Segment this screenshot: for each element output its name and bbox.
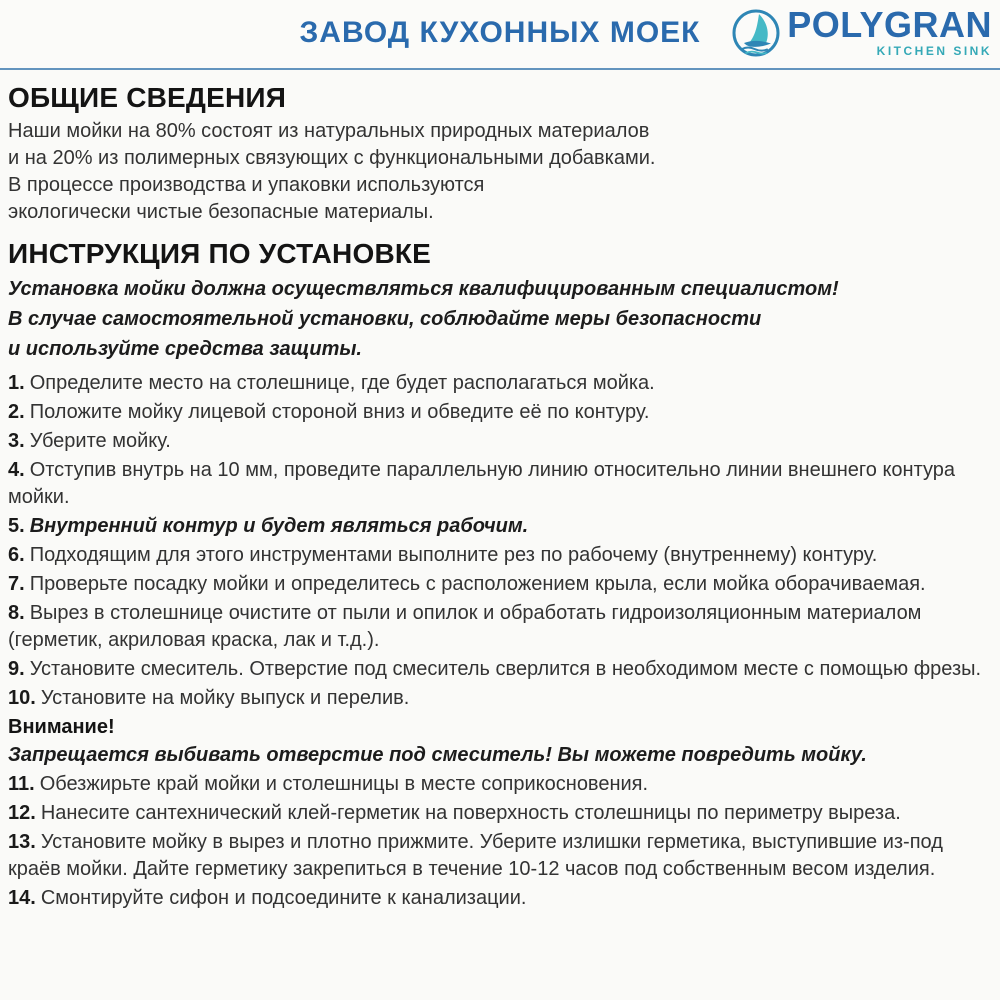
warning-line: В случае самостоятельной установки, соблюдайте меры безопасности: [8, 308, 762, 330]
step-6: [8, 542, 990, 569]
step-text: Обезжирьте край мойки и столешницы в месте соприкосновения.: [39, 773, 649, 795]
steps-list-1: [8, 370, 990, 712]
step-text: Нанесите сантехнический клей-герметик на поверхность столешницы по периметру выреза.: [40, 802, 901, 824]
step-number: 2.: [8, 401, 25, 423]
installation-warning: [8, 274, 990, 364]
polygran-logo: [731, 4, 992, 58]
attention-title: Внимание!: [8, 716, 115, 738]
step-text: Подходящим для этого инструментами выполните рез по рабочему (внутреннему) контуру.: [29, 544, 878, 566]
header: [0, 0, 1000, 70]
steps-list-2: [8, 771, 990, 912]
paragraph-line: В процессе производства и упаковки используются: [8, 174, 485, 196]
step-number: 4.: [8, 459, 25, 481]
paragraph-line: экологически чистые безопасные материалы.: [8, 201, 434, 223]
step-3: [8, 428, 990, 455]
attention-block: [8, 714, 990, 769]
step-7: [8, 571, 990, 598]
step-8: [8, 600, 990, 654]
step-text: Установите на мойку выпуск и перелив.: [40, 687, 410, 709]
step-text: Смонтируйте сифон и подсоедините к канализации.: [40, 887, 527, 909]
step-text: Определите место на столешнице, где будет располагаться мойка.: [29, 372, 655, 394]
step-text: Внутренний контур и будет являться рабочим.: [29, 515, 529, 537]
step-number: 8.: [8, 602, 25, 624]
step-text: Вырез в столешнице очистите от пыли и опилок и обработать гидроизоляционным материалом (герметик, акриловая краска, лак и т.д.).: [8, 602, 922, 651]
step-text: Отступив внутрь на 10 мм, проведите параллельную линию относительно линии внешнего контура мойки.: [8, 459, 956, 508]
general-info-paragraph: [8, 118, 990, 226]
step-number: 12.: [8, 802, 36, 824]
paragraph-line: Наши мойки на 80% состоят из натуральных природных материалов: [8, 120, 650, 142]
step-number: 5.: [8, 515, 25, 537]
installation-heading: ИНСТРУКЦИЯ ПО УСТАНОВКЕ: [8, 238, 432, 269]
step-10: [8, 685, 990, 712]
paragraph-line: и на 20% из полимерных связующих с функциональными добавками.: [8, 147, 656, 169]
step-number: 10.: [8, 687, 36, 709]
sailboat-logo-icon: [731, 8, 781, 58]
document-body: [0, 84, 1000, 912]
step-number: 13.: [8, 831, 36, 853]
step-9: [8, 656, 990, 683]
step-12: [8, 800, 990, 827]
step-number: 11.: [8, 773, 35, 795]
general-info-heading: ОБЩИЕ СВЕДЕНИЯ: [8, 82, 287, 113]
step-text: Установите мойку в вырез и плотно прижмите. Уберите излишки герметика, выступившие из-под краёв мойки. Дайте герметику закрепиться в течение 10-12 часов под собственным весом изделия.: [8, 831, 943, 880]
step-text: Уберите мойку.: [29, 430, 171, 452]
step-text: Установите смеситель. Отверстие под смеситель сверлится в необходимом месте с помощью фрезы.: [29, 658, 982, 680]
step-number: 7.: [8, 573, 25, 595]
step-text: Положите мойку лицевой стороной вниз и обведите её по контуру.: [29, 401, 650, 423]
step-14: [8, 885, 990, 912]
logo-subtitle: KITCHEN SINK: [876, 44, 992, 58]
logo-text: [787, 4, 992, 58]
attention-text: Запрещается выбивать отверстие под смеситель! Вы можете повредить мойку.: [8, 744, 867, 766]
warning-line: и используйте средства защиты.: [8, 338, 362, 360]
warning-line: Установка мойки должна осуществляться квалифицированным специалистом!: [8, 278, 839, 300]
step-11: [8, 771, 990, 798]
step-text: Проверьте посадку мойки и определитесь с расположением крыла, если мойка оборачиваемая.: [29, 573, 926, 595]
step-2: [8, 399, 990, 426]
step-5: [8, 513, 990, 540]
logo-name: POLYGRAN: [787, 4, 992, 45]
step-number: 6.: [8, 544, 25, 566]
step-number: 9.: [8, 658, 25, 680]
step-number: 1.: [8, 372, 25, 394]
step-1: [8, 370, 990, 397]
step-13: [8, 829, 990, 883]
step-number: 14.: [8, 887, 36, 909]
step-4: [8, 457, 990, 511]
step-number: 3.: [8, 430, 25, 452]
page-title: ЗАВОД КУХОННЫХ МОЕК: [299, 16, 701, 49]
